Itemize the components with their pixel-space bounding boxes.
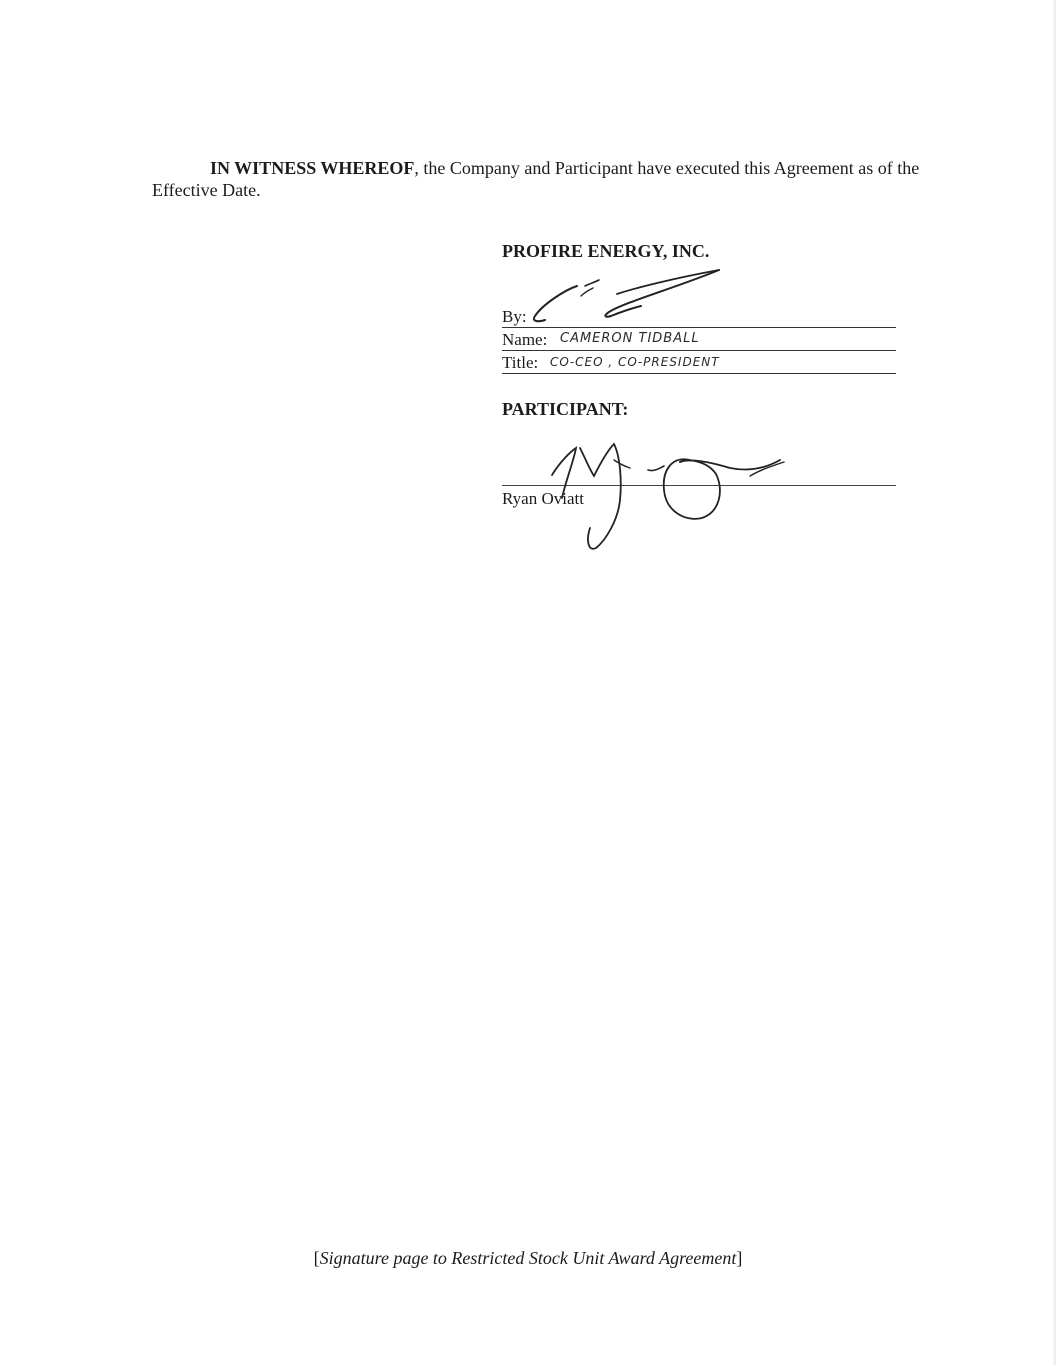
footer-caption — [0, 1248, 1056, 1269]
title-handwritten: CO-CEO , CO-PRESIDENT — [550, 355, 720, 369]
footer-open-bracket: [ — [313, 1248, 320, 1268]
participant-heading: PARTICIPANT: — [502, 399, 629, 419]
company-name: PROFIRE ENERGY, INC. — [502, 241, 710, 261]
name-handwritten: CAMERON TIDBALL — [560, 331, 700, 346]
witness-text: , the Company and Participant have executed this Agreement as of the Effective Date. — [152, 158, 920, 200]
title-line[interactable] — [502, 353, 896, 374]
participant-signature — [540, 440, 800, 555]
footer-close-bracket: ] — [736, 1248, 743, 1268]
name-line[interactable] — [502, 330, 896, 351]
witness-lead: IN WITNESS WHEREOF — [210, 158, 415, 178]
by-label: By: — [502, 307, 527, 326]
witness-clause — [152, 157, 922, 201]
name-label: Name: — [502, 330, 548, 349]
participant-name: Ryan Oviatt — [502, 489, 584, 508]
title-label: Title: — [502, 353, 539, 372]
company-signature — [525, 268, 725, 328]
page-edge — [1052, 0, 1056, 1365]
footer-text: Signature page to Restricted Stock Unit Award Agreement — [319, 1248, 737, 1268]
